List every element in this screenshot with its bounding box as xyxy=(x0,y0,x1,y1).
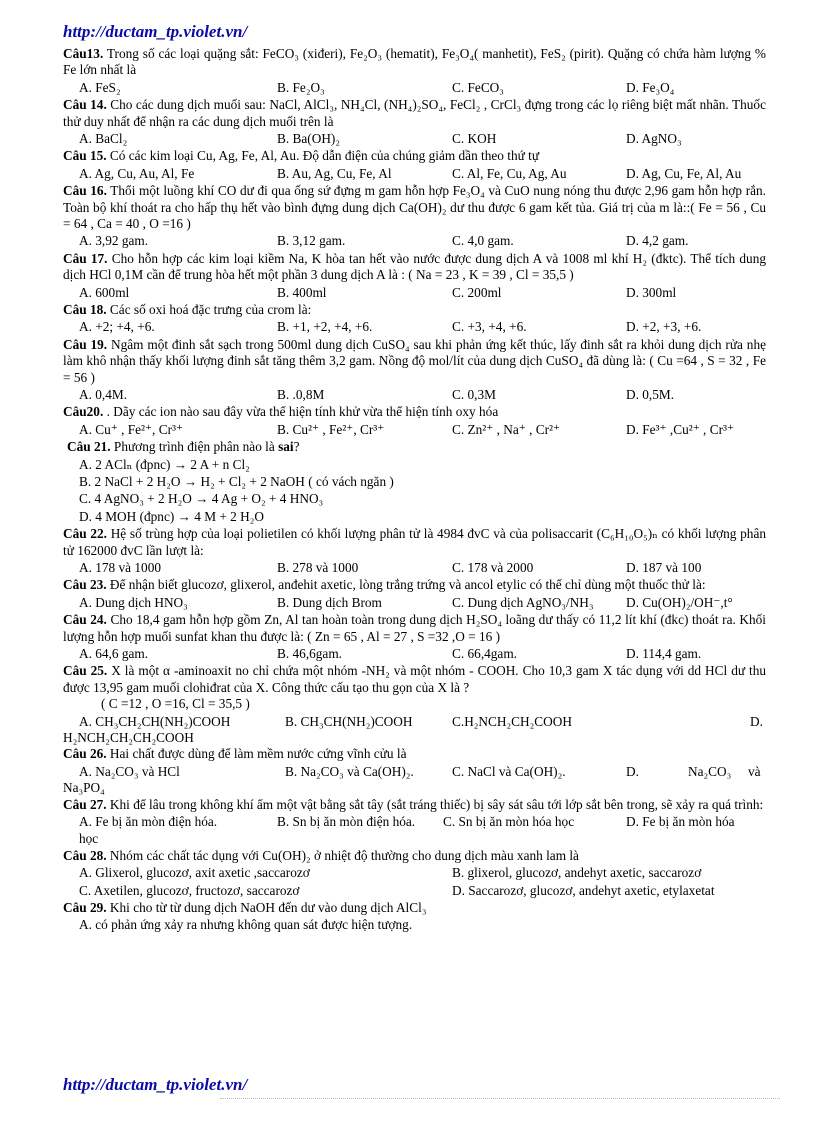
option-d[interactable]: D. 4,2 gam. xyxy=(626,233,689,249)
option-a[interactable]: A. 64,6 gam. xyxy=(79,646,149,662)
question-text: Phương trình điện phân nào là xyxy=(110,439,279,455)
question-28 xyxy=(63,848,766,899)
question xyxy=(63,337,766,404)
option-row xyxy=(63,646,766,662)
question-text: Có các kim loại Cu, Ag, Fe, Al, Au. Độ dẫn điện của chúng giảm dần theo thứ tự xyxy=(106,148,540,164)
question-25 xyxy=(63,663,766,746)
option-b[interactable]: B. .0,8M xyxy=(277,387,325,403)
option-b[interactable]: B. 278 và 1000 xyxy=(277,560,359,576)
question-stem xyxy=(63,577,766,593)
question-text: Khi cho từ từ dung dịch NaOH đến dư vào dung dịch AlCl₃ xyxy=(106,900,427,916)
question xyxy=(63,97,766,147)
question-label: Câu 16. xyxy=(63,183,107,199)
option-b[interactable]: B. CH₃CH(NH₂)COOH xyxy=(285,713,413,729)
option-c[interactable]: C. Zn²⁺ , Na⁺ , Cr²⁺ xyxy=(452,421,561,437)
option-a[interactable]: A. Cu⁺ , Fe²⁺, Cr³⁺ xyxy=(79,421,184,437)
option-c[interactable]: C. 4,0 gam. xyxy=(452,233,514,249)
question-stem xyxy=(63,183,766,232)
question-text-tail: ? xyxy=(293,439,300,455)
option-d-label[interactable]: D. xyxy=(750,713,763,729)
question-list xyxy=(63,46,766,438)
question-label: Câu 23. xyxy=(63,577,107,593)
option-a[interactable]: A. Fe bị ăn mòn điện hóa. xyxy=(79,814,218,830)
option-d[interactable]: D. 114,4 gam. xyxy=(626,646,702,662)
question-text: Cho các dung dịch muối sau: NaCl, AlCl₃, NH₄Cl, (NH₄)₂SO₄, FeCl₂ , CrCl₃ đựng trong các lọ riêng biệt mất nhãn. Thuốc thử duy nhất để nhận ra các dung dịch muối trên là xyxy=(63,97,766,129)
question-text: Nhóm các chất tác dụng với Cu(OH)₂ ở nhiệt độ thường cho dung dịch màu xanh lam là xyxy=(106,847,579,863)
question-label: Câu 22. xyxy=(63,526,107,542)
question xyxy=(63,302,766,336)
question-text: Trong số các loại quặng sắt: FeCO₃ (xiđeri), Fe₂O₃ (hematit), Fe₃O₄( manhetit), FeS₂ (pirit). Quặng có chứa hàm lượng % Fe lớn nhất là xyxy=(63,46,766,78)
option-row xyxy=(63,387,766,403)
option-c[interactable]: C. Al, Fe, Cu, Ag, Au xyxy=(452,165,567,181)
option-d[interactable]: D. 187 và 100 xyxy=(626,560,702,576)
option-b[interactable]: B. Fe₂O₃ xyxy=(277,79,325,95)
option-c[interactable]: C. 66,4gam. xyxy=(452,646,518,662)
option-d-label[interactable]: D. xyxy=(626,763,639,779)
question-text: Hai chất được dùng để làm mềm nước cứng vĩnh cửu là xyxy=(106,746,407,762)
option-a[interactable]: A. 2 AClₙ (đpnc) → 2 A + n Cl₂ xyxy=(79,456,250,472)
question-label: Câu 27. xyxy=(63,796,107,812)
option-a[interactable]: A. +2; +4, +6. xyxy=(79,319,155,335)
question xyxy=(63,526,766,576)
option-b[interactable]: B. +1, +2, +4, +6. xyxy=(277,319,373,335)
option-c[interactable]: C. 200ml xyxy=(452,284,502,300)
option-d[interactable]: D. 0,5M. xyxy=(626,387,675,403)
question-27 xyxy=(63,797,766,848)
question-text: Cho 18,4 gam hỗn hợp gồm Zn, Al tan hoàn toàn trong dung dịch H₂SO₄ loãng dư thấy có 11,2 lít khí (đkc) thoát ra. Khối lượng hỗn hợp muối sunfat khan thu được là: ( Zn = 65 , Al = 27 , S =32 ,O = 16 ) xyxy=(63,612,766,644)
option-c[interactable]: C. KOH xyxy=(452,131,497,147)
question-label: Câu 26. xyxy=(63,746,107,762)
question-label: Câu 25. xyxy=(63,663,108,679)
option-b[interactable]: B. 46,6gam. xyxy=(277,646,343,662)
question-text: Cho hỗn hợp các kim loại kiềm Na, K hòa tan hết vào nước được dung dịch A và 1008 ml khí H₂ (đktc). Thể tích dung dịch HCl 0,1M cần để trung hòa hết một phần 3 dung dịch A là : ( Na = 23 , K = 39 , Cl = 35,5 ) xyxy=(63,250,766,283)
question-stem xyxy=(63,404,766,420)
option-d[interactable]: D. Fe³⁺ ,Cu²⁺ , Cr³⁺ xyxy=(626,421,734,437)
option-a[interactable]: A. Dung dịch HNO₃ xyxy=(79,594,188,610)
question-29 xyxy=(63,900,766,934)
question-stem xyxy=(63,97,766,130)
question xyxy=(63,46,766,96)
option-b[interactable]: B. Ba(OH)₂ xyxy=(277,131,340,147)
option-a[interactable]: A. 600ml xyxy=(79,284,130,300)
option-a[interactable]: A. Na₂CO₃ và HCl xyxy=(79,763,180,779)
question-label: Câu 28. xyxy=(63,847,107,863)
option-row xyxy=(63,319,766,335)
option-row xyxy=(63,166,766,182)
question-stem xyxy=(63,612,766,645)
option-a[interactable]: A. Ag, Cu, Au, Al, Fe xyxy=(79,165,195,181)
option-c[interactable]: C.H₂NCH₂CH₂COOH xyxy=(452,713,572,729)
question-text: Khi để lâu trong không khí ẩm một vật bằng sắt tây (sắt tráng thiếc) bị sây sát sâu tới lớp sắt bên trong, sẽ xảy ra quá trình: xyxy=(106,796,764,812)
option-b[interactable]: B. 3,12 gam. xyxy=(277,233,346,249)
footer-url[interactable]: http://ductam_tp.violet.vn/ xyxy=(63,1075,248,1094)
question-label: Câu 14. xyxy=(63,97,107,113)
option-d[interactable]: D. Fe₃O₄ xyxy=(626,79,675,95)
option-row xyxy=(63,595,766,611)
option-c[interactable]: C. +3, +4, +6. xyxy=(452,319,527,335)
question-label: Câu13. xyxy=(63,46,104,61)
option-row xyxy=(63,285,766,301)
option-d[interactable]: D. 300ml xyxy=(626,284,677,300)
question-label: Câu20. xyxy=(63,404,104,420)
question xyxy=(63,183,766,250)
question-text: Thổi một luồng khí CO dư đi qua ống sứ đựng m gam hỗn hợp Fe₃O₄ và CuO nung nóng thu được 2,96 gam hỗn hợp rắn. Toàn bộ khí thoát ra cho hấp thụ hết vào bình đựng dung dịch Ca(OH)₂ dư thu được 6 gam kết tủa. Giá trị của m là::( Fe = 56 , Cu = 64 , Ca = 40 , O =16 ) xyxy=(63,183,767,232)
footer-divider xyxy=(220,1098,780,1099)
option-b[interactable]: B. Na₂CO₃ và Ca(OH)₂. xyxy=(285,763,414,779)
option-a[interactable]: A. 0,4M. xyxy=(79,387,128,403)
option-a[interactable]: A. 3,92 gam. xyxy=(79,233,149,249)
option-a[interactable]: A. 178 và 1000 xyxy=(79,560,161,576)
option-d[interactable]: D. Ag, Cu, Fe, Al, Au xyxy=(626,165,742,181)
question-label: Câu 15. xyxy=(63,148,107,164)
option-c[interactable]: C. Axetilen, glucozơ, fructozơ, saccarozơ xyxy=(79,882,300,898)
option-d[interactable]: D. Cu(OH)₂/OH⁻,t° xyxy=(626,594,733,610)
option-c[interactable]: C. 0,3M xyxy=(452,387,496,403)
question-stem xyxy=(63,148,766,164)
option-c[interactable]: C. Sn bị ăn mòn hóa học xyxy=(443,814,575,830)
question-text: Để nhận biết glucozơ, glixerol, anđehit axetic, lòng trắng trứng và ancol etylic có thể chỉ dùng một thuốc thử là: xyxy=(106,577,706,593)
option-c[interactable]: C. NaCl và Ca(OH)₂. xyxy=(452,763,566,779)
question xyxy=(63,148,766,182)
question-label: Câu 17. xyxy=(63,250,108,266)
question-26 xyxy=(63,746,766,796)
option-row xyxy=(63,422,766,438)
question-stem xyxy=(63,46,766,79)
question-label: Câu 21. xyxy=(67,439,111,455)
question-text: X là một α -aminoaxit no chỉ chứa một nhóm -NH₂ và một nhóm - COOH. Cho 10,3 gam X tác dụng với dd HCl dư thu được 13,95 gam muối clohiđrat của X. Công thức cấu tạo thu gọn của X là ? xyxy=(63,663,767,695)
option-b[interactable]: B. 2 NaCl + 2 H₂O → H₂ + Cl₂ + 2 NaOH ( có vách ngăn ) xyxy=(79,474,394,490)
option-b[interactable]: B. Cu²⁺ , Fe²⁺, Cr³⁺ xyxy=(277,421,385,437)
question-stem xyxy=(63,337,766,386)
question-label: Câu 24. xyxy=(63,612,107,628)
question xyxy=(63,251,766,301)
option-c[interactable]: C. FeCO₃ xyxy=(452,79,504,95)
question-list xyxy=(63,526,766,662)
option-c[interactable]: C. Dung dịch AgNO₃/NH₃ xyxy=(452,594,594,610)
question-21 xyxy=(63,439,766,525)
option-c[interactable]: C. 4 AgNO₃ + 2 H₂O → 4 Ag + O₂ + 4 HNO₃ xyxy=(79,491,324,507)
question-text: Các số oxi hoá đặc trưng của crom là: xyxy=(106,302,312,318)
option-d[interactable]: D. Fe bị ăn mòn hóa xyxy=(626,814,735,830)
option-c[interactable]: C. 178 và 2000 xyxy=(452,560,534,576)
question-text: . Dãy các ion nào sau đây vừa thể hiện tính khử vừa thể hiện tính oxy hóa xyxy=(103,404,499,420)
option-d[interactable]: D. +2, +3, +6. xyxy=(626,319,702,335)
option-row xyxy=(63,131,766,147)
question-label: Câu 18. xyxy=(63,302,107,318)
option-a[interactable]: A. CH₃CH₂CH(NH₂)COOH xyxy=(79,713,231,729)
option-row xyxy=(63,80,766,96)
option-d[interactable]: H₂NCH₂CH₂CH₂COOH xyxy=(63,730,194,746)
question-stem xyxy=(63,526,766,559)
question xyxy=(63,612,766,662)
option-d[interactable]: D. Saccarozơ, glucozơ, andehyt axetic, etylaxetat xyxy=(452,882,715,898)
question-emphasis: sai xyxy=(278,439,294,455)
question-text: Ngâm một đinh sắt sạch trong 500ml dung dịch CuSO₄ sau khi phản ứng kết thúc, lấy đinh sắt ra khỏi dung dịch rửa nhẹ làm khô nhận thấy khối lượng đinh sắt tăng thêm 3,2 gam. Nồng độ mol/lít của dung dịch CuSO₄ đã dùng là: ( Cu =64 , S = 32 , Fe = 56 ) xyxy=(63,336,767,385)
option-d[interactable]: D. 4 MOH (đpnc) → 4 M + 2 H₂O xyxy=(79,508,264,524)
option-a[interactable]: A. BaCl₂ xyxy=(79,131,128,147)
option-a[interactable]: A. có phản ứng xảy ra nhưng không quan sát được hiện tượng. xyxy=(79,917,413,933)
option-b[interactable]: B. glixerol, glucozơ, andehyt axetic, saccarozơ xyxy=(452,865,702,881)
option-b[interactable]: B. Dung dịch Brom xyxy=(277,594,382,610)
question xyxy=(63,404,766,438)
question-stem xyxy=(63,251,766,284)
question-label: Câu 29. xyxy=(63,900,107,916)
option-d[interactable]: D. AgNO₃ xyxy=(626,131,682,147)
option-d-part2: và xyxy=(748,763,761,779)
option-row xyxy=(63,560,766,576)
question-text: Hệ số trùng hợp của loại polietilen có khối lượng phân tử là 4984 đvC và của polisaccarit (C₆H₁₀O₅)ₙ có khối lượng phân tử 162000 đvC lần lượt là: xyxy=(63,526,767,558)
option-a[interactable]: A. Glixerol, glucozơ, axit axetic ,saccarozơ xyxy=(79,865,310,881)
option-b[interactable]: B. Sn bị ăn mòn điện hóa. xyxy=(277,814,416,830)
option-b[interactable]: B. Au, Ag, Cu, Fe, Al xyxy=(277,165,392,181)
question xyxy=(63,577,766,611)
question-label: Câu 19. xyxy=(63,336,108,352)
option-row xyxy=(63,233,766,249)
header-url[interactable]: http://ductam_tp.violet.vn/ xyxy=(63,22,248,41)
question-constants: ( C =12 , O =16, Cl = 35,5 ) xyxy=(101,696,250,712)
option-a[interactable]: A. FeS₂ xyxy=(79,79,121,95)
question-stem xyxy=(63,302,766,318)
option-b[interactable]: B. 400ml xyxy=(277,284,327,300)
questions-body xyxy=(63,46,766,935)
option-d-part3: Na₃PO₄ xyxy=(63,780,105,796)
option-d-continued: học xyxy=(79,831,99,847)
option-d-part1: Na₂CO₃ xyxy=(688,763,732,779)
